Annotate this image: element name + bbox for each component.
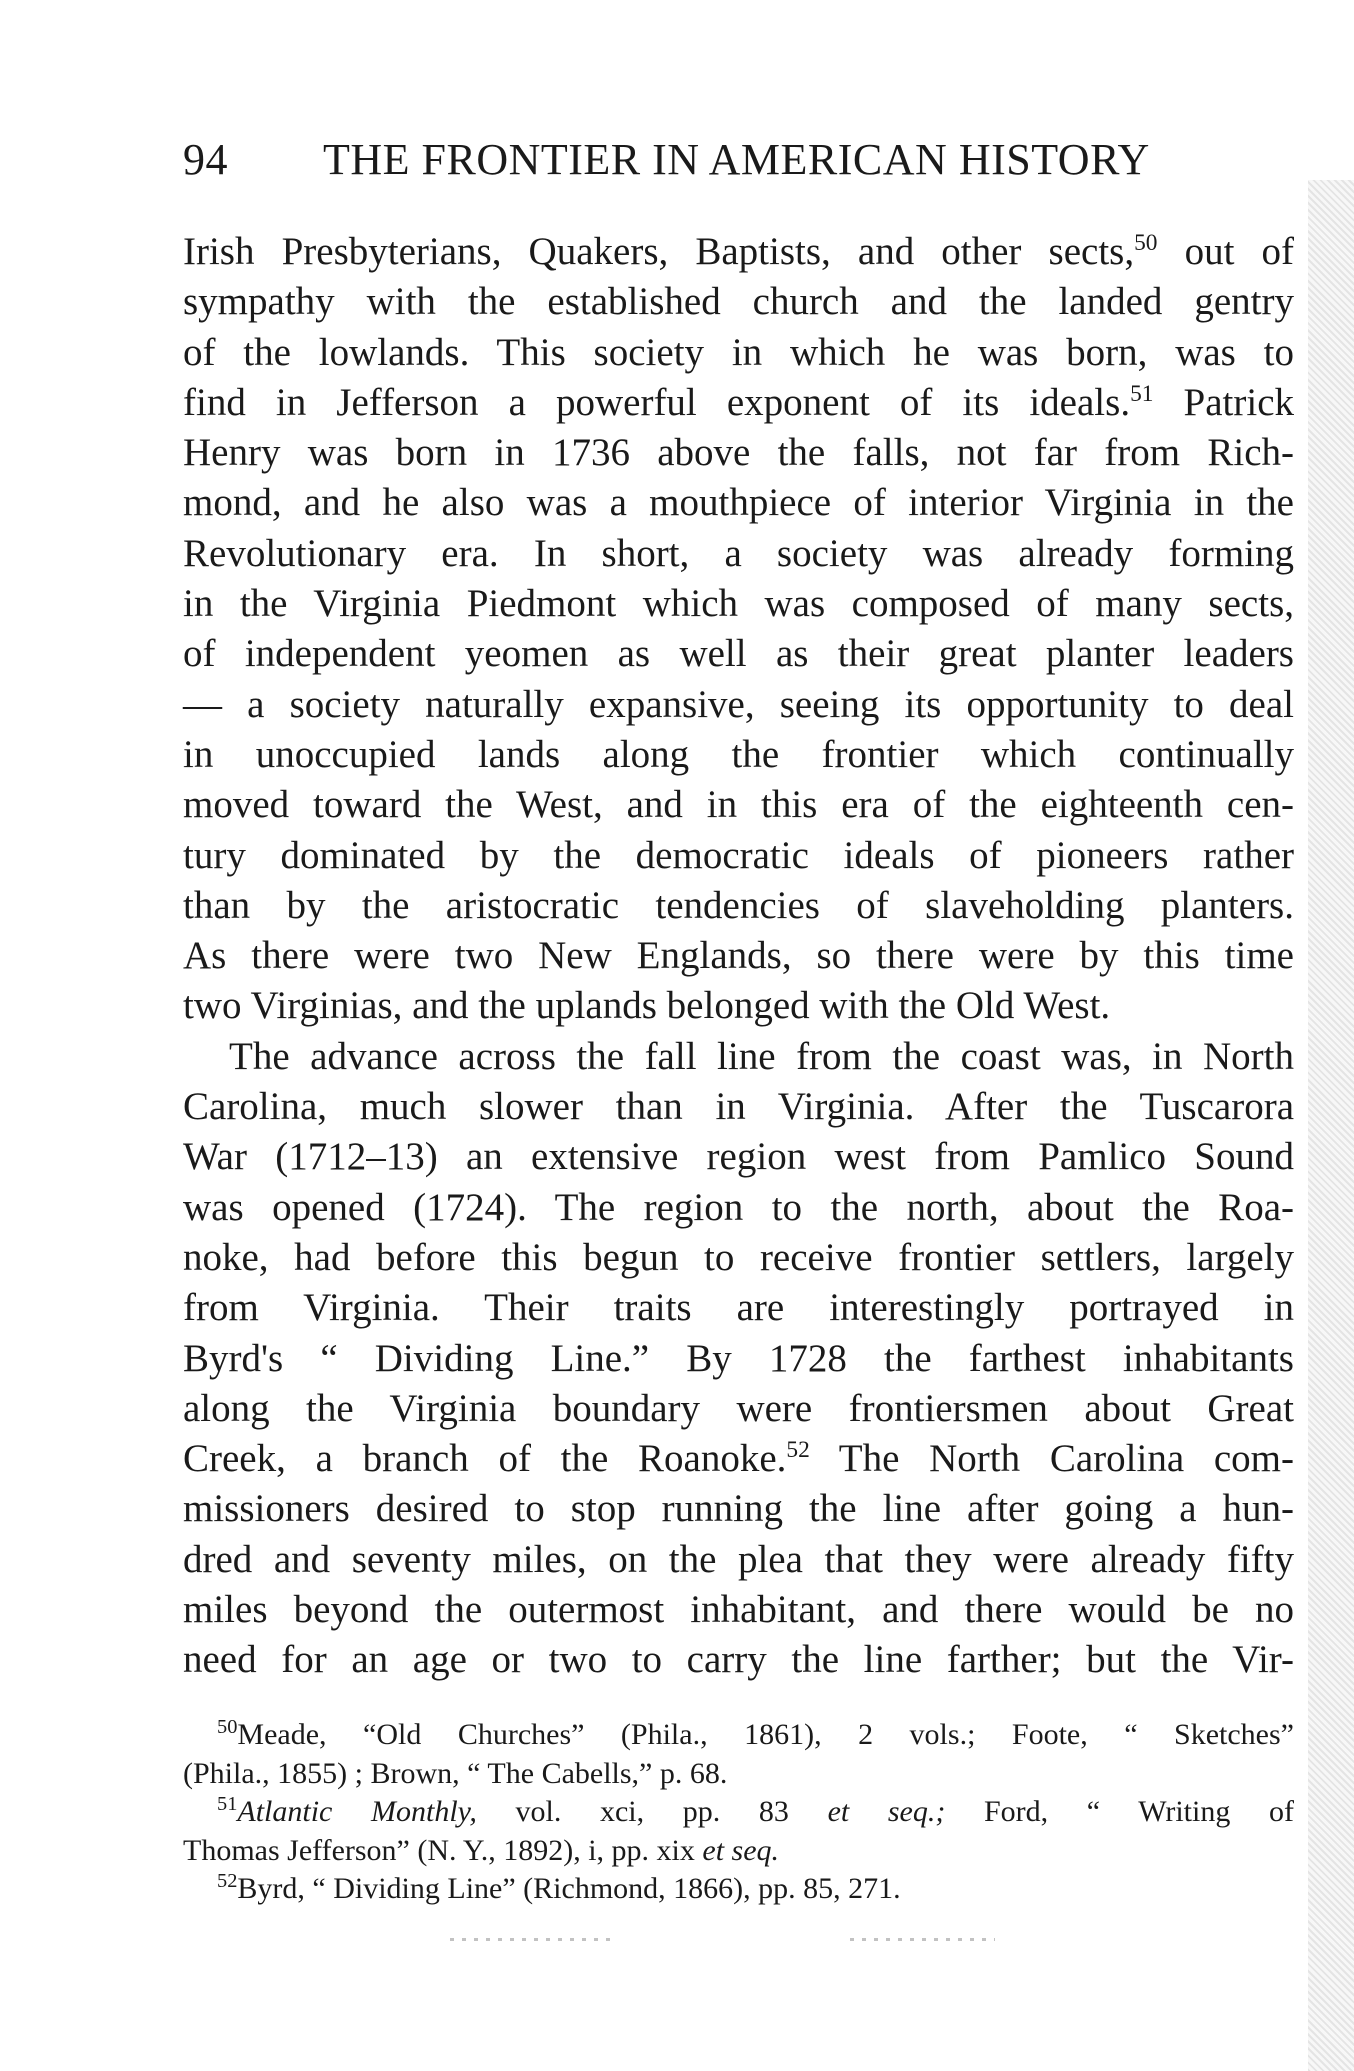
main-text (183, 227, 1294, 1686)
text-line: of independent yeomen as well as their great planter leaders (183, 632, 1294, 676)
text-line: missioners desired to stop running the line after going a hun- (183, 1487, 1294, 1531)
text-line: need for an age or two to carry the line farther; but the Vir- (183, 1638, 1294, 1682)
text-line: The advance across the fall line from the coast was, in North (229, 1034, 1294, 1078)
text-line: — a society naturally expansive, seeing its opportunity to deal (183, 682, 1294, 726)
page-number: 94 (183, 135, 228, 184)
footnote-number: 50 (217, 1716, 238, 1738)
text-line: As there were two New Englands, so there were by this time (183, 934, 1294, 978)
text-line: Carolina, much slower than in Virginia. After the Tuscarora (183, 1085, 1294, 1129)
footnote-51: $^{51}$Atlantic Monthly, vol. xci, pp. 83 et seq.; Ford, “ Writing of (217, 1793, 1294, 1828)
text-line: mond, and he also was a mouthpiece of interior Virginia in the (183, 481, 1294, 525)
footnote-ref-52: 52 (786, 1437, 810, 1464)
text-line: tury dominated by the democratic ideals of pioneers rather (183, 833, 1294, 877)
text-line: Byrd's “ Dividing Line.” By 1728 the farthest inhabitants (183, 1336, 1294, 1380)
footnotes (183, 1716, 1294, 1909)
text-line: find in Jefferson a powerful exponent of its ideals.$^{51}$ Patrick (183, 380, 1295, 424)
text-line: War (1712–13) an extensive region west from Pamlico Sound (183, 1135, 1294, 1179)
text-line: Irish Presbyterians, Quakers, Baptists, and other sects,$^{50}$ out of (183, 230, 1295, 273)
text-line: two Virginias, and the uplands belonged with the Old West. (183, 984, 1111, 1028)
text-line: than by the aristocratic tendencies of slaveholding planters. (183, 883, 1294, 927)
text-line: noke, had before this begun to receive frontier settlers, largely (183, 1235, 1294, 1279)
text-line: Revolutionary era. In short, a society was already forming (183, 531, 1294, 575)
text-line: Henry was born in 1736 above the falls, not far from Rich- (183, 431, 1294, 475)
footnote-50-cont: (Phila., 1855) ; Brown, “ The Cabells,” p. 68. (183, 1756, 728, 1790)
text-line: miles beyond the outermost inhabitant, and there would be no (183, 1588, 1294, 1632)
footnote-number: 52 (217, 1870, 238, 1892)
footnote-number: 51 (217, 1793, 238, 1815)
text-line: in unoccupied lands along the frontier which continually (183, 732, 1294, 776)
text-line: sympathy with the established church and the landed gentry (183, 280, 1294, 324)
text-line: along the Virginia boundary were frontiersmen about Great (183, 1386, 1294, 1430)
print-smudge (450, 1938, 610, 1941)
text-line: dred and seventy miles, on the plea that they were already fifty (183, 1537, 1294, 1581)
footnote-50: $^{50}$Meade, “Old Churches” (Phila., 1861), 2 vols.; Foote, “ Sketches” (217, 1716, 1294, 1751)
running-title: THE FRONTIER IN AMERICAN HISTORY (323, 135, 1150, 184)
running-head (183, 130, 1183, 190)
scan-edge-shadow (1308, 180, 1354, 2071)
footnote-51-cont: Thomas Jefferson” (N. Y., 1892), i, pp. xix et seq. (183, 1833, 780, 1867)
footnote-ref-50: 50 (1134, 230, 1158, 256)
text-line: in the Virginia Piedmont which was composed of many sects, (183, 582, 1294, 626)
text-line: Creek, a branch of the Roanoke.$^{52}$ The North Carolina com- (183, 1437, 1294, 1481)
text-line: moved toward the West, and in this era of the eighteenth cen- (183, 783, 1294, 827)
text-line: was opened (1724). The region to the north, about the Roa- (183, 1185, 1294, 1229)
print-smudge (850, 1938, 995, 1941)
text-line: from Virginia. Their traits are interestingly portrayed in (183, 1286, 1294, 1330)
footnote-52: $^{52}$Byrd, “ Dividing Line” (Richmond, 1866), pp. 85, 271. (217, 1870, 901, 1905)
footnote-ref-51: 51 (1130, 380, 1154, 407)
text-line: of the lowlands. This society in which he was born, was to (183, 330, 1294, 374)
